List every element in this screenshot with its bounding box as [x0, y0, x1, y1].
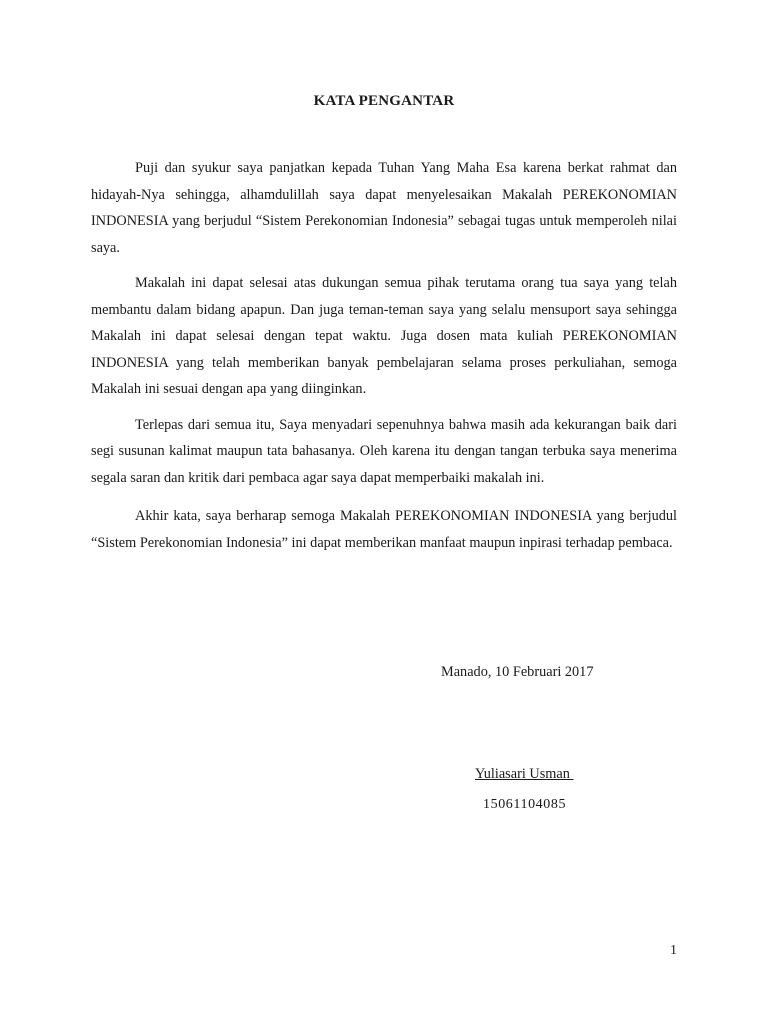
body-text [91, 155, 677, 565]
signatory-id: 15061104085 [483, 797, 567, 812]
page-title: KATA PENGANTAR [313, 93, 455, 109]
signatory-name: Yuliasari Usman [475, 766, 574, 782]
paragraph-4: Akhir kata, saya berharap semoga Makalah PEREKONOMIAN INDONESIA yang berjudul “Sistem Perekonomian Indonesia” ini dapat memberikan manfaat maupun inpirasi terhadap pembaca. [91, 508, 677, 551]
page-number: 1 [670, 943, 677, 958]
place-date: Manado, 10 Februari 2017 [441, 664, 594, 680]
paragraph-2: Makalah ini dapat selesai atas dukungan semua pihak terutama orang tua saya yang telah membantu dalam bidang apapun. Dan juga teman-teman saya yang selalu mensuport saya sehingga Makalah ini dapat selesai dengan tepat waktu. Juga dosen mata kuliah PEREKONOMIAN INDONESIA yang telah memberikan banyak pembelajaran selama proses perkuliahan, semoga Makalah ini sesuai dengan apa yang diinginkan. [91, 275, 677, 397]
paragraph-1: Puji dan syukur saya panjatkan kepada Tuhan Yang Maha Esa karena berkat rahmat dan hidayah-Nya sehingga, alhamdulillah saya dapat menyelesaikan Makalah PEREKONOMIAN INDONESIA yang berjudul “Sistem Perekonomian Indonesia” sebagai tugas untuk memperoleh nilai saya. [91, 160, 677, 256]
paragraph-3: Terlepas dari semua itu, Saya menyadari sepenuhnya bahwa masih ada kekurangan baik dari segi susunan kalimat maupun tata bahasanya. Oleh karena itu dengan tangan terbuka saya menerima segala saran dan kritik dari pembaca agar saya dapat memperbaiki makalah ini. [91, 416, 677, 486]
